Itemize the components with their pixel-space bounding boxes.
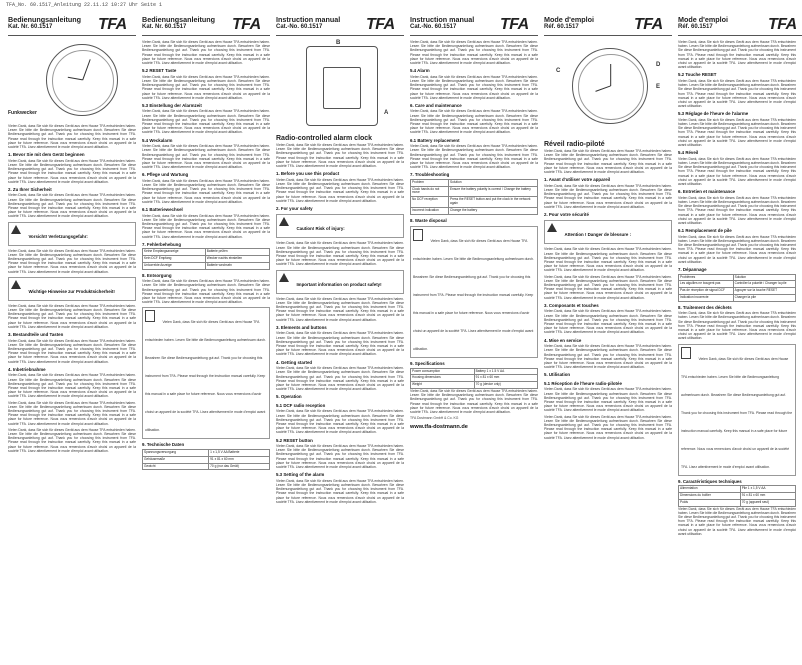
table-row [411, 382, 538, 389]
tfa-logo: TFA [366, 16, 395, 33]
body-text: Vielen Dank, dass Sie sich für dieses Gerät aus dem Hause TFA entschieden haben. Lesen Sie bitte die Bedienungsanleitung aufmerksam durch. Bewahren Sie diese Bedienungsanleitung gut auf. Thank you for choosing this instrument from TFA. Please read through the instruction manual carefully. Keep this manual in a safe place for future reference. Nous vous remercions d'avoir choisi un appareil de la société TFA. Lisez attentivement le mode d'emploi avant utilisation. [276, 296, 404, 322]
section-heading: 5.3 Réglage de l'heure de l'alarme [678, 111, 749, 117]
footer-url: www.tfa-dostmann.de [410, 424, 468, 431]
table-cell: Incorrect indication [411, 207, 449, 214]
spec-table [142, 449, 270, 470]
table-row [679, 499, 796, 506]
table-cell: Gehäusemaße [143, 456, 209, 463]
divider [410, 35, 538, 36]
warning-icon [11, 280, 21, 289]
section-heading: 1. Before you use this product [276, 171, 340, 177]
table-row [143, 249, 270, 256]
section-heading: 8. Waste disposal [410, 217, 447, 223]
table-row [679, 294, 796, 301]
table-cell: Press the RESET button and put the clock in the network again [449, 197, 538, 208]
table-row [679, 281, 796, 288]
file-header: TFA_No. 60.1517_Anleitung 22.11.12 10:27 Uhr Seite 1 [6, 2, 163, 8]
table-cell: Spannungsversorgung [143, 449, 209, 456]
body-text: Vielen Dank, dass Sie sich für dieses Gerät aus dem Hause TFA entschieden haben. Lesen Sie bitte die Bedienungsanleitung aufmerksam durch. Bewahren Sie diese Bedienungsanleitung gut auf. Thank you for choosing this instrument from TFA. Please read through the instruction manual carefully. Keep this manual in a safe place for future reference. Nous vous remercions d'avoir choisi un appareil de la société TFA. Lisez attentivement le mode d'emploi avant utilisation. [142, 40, 270, 66]
column-french-2 [678, 16, 802, 656]
body-text: Vielen Dank, dass Sie sich für dieses Gerät aus dem Hause TFA entschieden haben. Lesen Sie bitte die Bedienungsanleitung aufmerksam durch. Bewahren Sie diese Bedienungsanleitung gut auf. Thank you for choosing this instrument from TFA. Please read through the instruction manual carefully. Keep this manual in a safe place for future reference. Nous vous remercions d'avoir choisi un appareil de la société TFA. Lisez attentivement le mode d'emploi avant utilisation. [413, 239, 535, 352]
warning-icon [11, 225, 21, 234]
table-row [679, 288, 796, 295]
table-cell: Indication incorrecte [679, 294, 734, 301]
table-header-row [679, 274, 796, 281]
clock-back-illustration [306, 46, 378, 126]
section-heading: 4. Mise en service [544, 337, 582, 343]
warning-title: Attention ! Danger de blessure : [564, 232, 632, 238]
column-english-1 [276, 16, 404, 656]
body-text: Vielen Dank, dass Sie sich für dieses Gerät aus dem Hause TFA entschieden haben. Lesen Sie bitte die Bedienungsanleitung aufmerksam durch. Bewahren Sie diese Bedienungsanleitung gut auf. Thank you for choosing this instrument from TFA. Please read through the instruction manual carefully. Keep this manual in a safe place for future reference. Nous vous remercions d'avoir choisi un appareil de la société TFA. Lisez attentivement le mode d'emploi avant utilisation. [142, 144, 270, 170]
body-text: Vielen Dank, dass Sie sich für dieses Gerät aus dem Hause TFA entschieden haben. Lesen Sie bitte die Bedienungsanleitung aufmerksam durch. Bewahren Sie diese Bedienungsanleitung gut auf. Thank you for choosing this instrument from TFA. Please read through the instruction manual carefully. Keep this manual in a safe place for future reference. Nous vous remercions d'avoir choisi un appareil de la société TFA. Lisez attentivement le mode d'emploi avant utilisation. [544, 274, 672, 300]
tfa-logo: TFA [232, 16, 261, 33]
table-row [143, 456, 270, 463]
product-title: Radio-controlled alarm clock [276, 135, 373, 142]
body-text: Vielen Dank, dass Sie sich für dieses Gerät aus dem Hause TFA entschieden haben. Lesen Sie bitte die Bedienungsanleitung aufmerksam durch. Bewahren Sie diese Bedienungsanleitung gut auf. Thank you for choosing this instrument from TFA. Please read through the instruction manual carefully. Keep this manual in a safe place for future reference. Nous vous remercions d'avoir choisi un appareil de la société TFA. Lisez attentivement le mode d'emploi avant utilisation. [678, 156, 796, 186]
table-row [679, 486, 796, 493]
alarm-clock-illustration [46, 44, 118, 116]
body-text: Vielen Dank, dass Sie sich für dieses Gerät aus dem Hause TFA entschieden haben. Lesen Sie bitte die Bedienungsanleitung aufmerksam durch. Bewahren Sie diese Bedienungsanleitung gut auf. Thank you for choosing this instrument from TFA. Please read through the instruction manual carefully. Keep this manual in a safe place for future reference. Nous vous remercions d'avoir choisi un appareil de la société TFA. Lisez attentivement le mode d'emploi avant utilisation. [544, 344, 672, 370]
section-heading: 7. Fehlerbehebung [142, 241, 182, 247]
table-cell: Weight [411, 382, 475, 389]
table-cell: Dimensions du boîtier [679, 492, 741, 499]
table-cell: Unkorrekte Anzeige [143, 262, 206, 269]
body-text: Vielen Dank, dass Sie sich für dieses Gerät aus dem Hause TFA entschieden haben. Lesen Sie bitte die Bedienungsanleitung aufmerksam durch. Bewahren Sie diese Bedienungsanleitung gut auf. Thank you for choosing this instrument from TFA. Please read through the instruction manual carefully. Keep this manual in a safe place for future reference. Nous vous remercions d'avoir choisi un appareil de la société TFA. Lisez attentivement le mode d'emploi avant utilisation. [8, 193, 136, 219]
body-text: Vielen Dank, dass Sie sich für dieses Gerät aus dem Hause TFA entschieden haben. Lesen Sie bitte die Bedienungsanleitung aufmerksam durch. Bewahren Sie diese Bedienungsanleitung gut auf. Thank you for choosing this instrument from TFA. Please read through the instruction manual carefully. Keep this manual in a safe place for future reference. Nous vous remercions d'avoir choisi un appareil de la société TFA. Lisez attentivement le mode d'emploi avant utilisation. [276, 366, 404, 392]
section-heading: 2. Pour votre sécurité [544, 211, 589, 217]
column-title: Instruction manual [276, 16, 341, 24]
section-heading: 6. Entretien et maintenance [678, 189, 736, 195]
body-text: Vielen Dank, dass Sie sich für dieses Gerät aus dem Hause TFA entschieden haben. Lesen Sie bitte die Bedienungsanleitung aufmerksam durch. Bewahren Sie diese Bedienungsanleitung gut auf. Thank you for choosing this instrument from TFA. Please read through the instruction manual carefully. Keep this manual in a safe place for future reference. Nous vous remercions d'avoir choisi un appareil de la société TFA. Lisez attentivement le mode d'emploi avant utilisation. [678, 506, 796, 536]
section-heading: 5.2 RESET Taste [142, 68, 177, 74]
intro-text: Vielen Dank, dass Sie sich für dieses Gerät aus dem Hause TFA entschieden haben. Lesen Sie bitte die Bedienungsanleitung aufmerksam durch. Bewahren Sie diese Bedienungsanleitung gut auf. Thank you for choosing this instrument from TFA. Please read through the instruction manual carefully. Keep this manual in a safe place for future reference. Nous vous remercions d'avoir choisi un appareil de la société TFA. Lisez attentivement le mode d'emploi avant utilisation. [8, 124, 136, 150]
section-heading: 2. Zu Ihrer Sicherheit [8, 186, 52, 192]
body-text: Vielen Dank, dass Sie sich für dieses Gerät aus dem Hause TFA entschieden haben. Lesen Sie bitte die Bedienungsanleitung aufmerksam durch. Bewahren Sie diese Bedienungsanleitung gut auf. Thank you for choosing this instrument from TFA. Please read through the instruction manual carefully. Keep this manual in a safe place for future reference. Nous vous remercions d'avoir choisi un appareil de la société TFA. Lisez attentivement le mode d'emploi avant utilisation. [544, 149, 672, 175]
table-cell: Alimentation [679, 486, 741, 493]
table-cell: Changer la pile [733, 294, 795, 301]
warning-icon [279, 217, 289, 226]
table-row [411, 197, 538, 208]
body-text: Vielen Dank, dass Sie sich für dieses Gerät aus dem Hause TFA entschieden haben. Lesen Sie bitte die Bedienungsanleitung aufmerksam durch. Bewahren Sie diese Bedienungsanleitung gut auf. Thank you for choosing this instrument from TFA. Please read through the instruction manual carefully. Keep this manual in a safe place for future reference. Nous vous remercions d'avoir choisi un appareil de la société TFA. Lisez attentivement le mode d'emploi avant utilisation. [276, 331, 404, 357]
body-text: Vielen Dank, dass Sie sich für dieses Gerät aus dem Hause TFA entschieden haben. Lesen Sie bitte die Bedienungsanleitung aufmerksam durch. Bewahren Sie diese Bedienungsanleitung gut auf. Thank you for choosing this instrument from TFA. Please read through the instruction manual carefully. Keep this manual in a safe place for future reference. Nous vous remercions d'avoir choisi un appareil de la société TFA. Lisez attentivement le mode d'emploi avant utilisation. [276, 177, 404, 203]
tfa-logo: TFA [500, 16, 529, 33]
table-cell: Contrôler la polarité / Changer la pile [733, 281, 795, 288]
body-text: Vielen Dank, dass Sie sich für dieses Gerät aus dem Hause TFA entschieden haben. Lesen Sie bitte die Bedienungsanleitung aufmerksam durch. Bewahren Sie diese Bedienungsanleitung gut auf. Thank you for choosing this instrument from TFA. Please read through the instruction manual carefully. Keep this manual in a safe place for future reference. Nous vous remercions d'avoir choisi un appareil de la société TFA. Lisez attentivement le mode d'emploi avant utilisation. [8, 248, 136, 274]
disposal-box [678, 344, 796, 476]
section-heading: 9. Technische Daten [142, 442, 185, 448]
warning-icon [547, 223, 557, 232]
table-cell: Appuyer sur la touche RESET [733, 288, 795, 295]
body-text: Vielen Dank, dass Sie sich für dieses Gerät aus dem Hause TFA entschieden haben. Lesen Sie bitte die Bedienungsanleitung aufmerksam durch. Bewahren Sie diese Bedienungsanleitung gut auf. Thank you for choosing this instrument from TFA. Please read through the instruction manual carefully. Keep this manual in a safe place for future reference. Nous vous remercions d'avoir choisi un appareil de la société TFA. Lisez attentivement le mode d'emploi avant utilisation. [544, 387, 672, 413]
column-subtitle: Cat.-No. 60.1517 [276, 24, 323, 30]
warning-box [8, 222, 136, 246]
body-text: Vielen Dank, dass Sie sich für dieses Gerät aus dem Hause TFA entschieden haben. Lesen Sie bitte die Bedienungsanleitung aufmerksam durch. Bewahren Sie diese Bedienungsanleitung gut auf. Thank you for choosing this instrument from TFA. Please read through the instruction manual carefully. Keep this manual in a safe place for future reference. Nous vous remercions d'avoir choisi un appareil de la société TFA. Lisez attentivement le mode d'emploi avant utilisation. [276, 143, 404, 169]
body-text: Vielen Dank, dass Sie sich für dieses Gerät aus dem Hause TFA entschieden haben. Lesen Sie bitte die Bedienungsanleitung aufmerksam durch. Bewahren Sie diese Bedienungsanleitung gut auf. Thank you for choosing this instrument from TFA. Please read through the instruction manual carefully. Keep this manual in a safe place for future reference. Nous vous remercions d'avoir choisi un appareil de la société TFA. Lisez attentivement le mode d'emploi avant utilisation. [276, 241, 404, 267]
table-header-cell: Problèmes [679, 274, 734, 281]
table-cell: 70 g (nur das Gerät) [209, 463, 270, 470]
body-text: Vielen Dank, dass Sie sich für dieses Gerät aus dem Hause TFA entschieden haben. Lesen Sie bitte die Bedienungsanleitung aufmerksam durch. Bewahren Sie diese Bedienungsanleitung gut auf. Thank you for choosing this instrument from TFA. Please read through the instruction manual carefully. Keep this manual in a safe place for future reference. Nous vous remercions d'avoir choisi un appareil de la société TFA. Lisez attentivement le mode d'emploi avant utilisation. [8, 400, 136, 426]
warning-box [276, 270, 404, 294]
label-d: D [656, 62, 661, 68]
section-heading: 6. Care and maintenance [410, 102, 462, 108]
table-cell: Batterie prüfen [205, 249, 269, 256]
column-subtitle: Réf. 60.1517 [678, 24, 713, 30]
body-text: Vielen Dank, dass Sie sich für dieses Gerät aus dem Hause TFA entschieden haben. Lesen Sie bitte die Bedienungsanleitung aufmerksam durch. Bewahren Sie diese Bedienungsanleitung gut auf. Thank you for choosing this instrument from TFA. Please read through the instruction manual carefully. Keep this manual in a safe place for future reference. Nous vous remercions d'avoir choisi un appareil de la société TFA. Lisez attentivement le mode d'emploi avant utilisation. [142, 279, 270, 305]
table-row [411, 207, 538, 214]
section-heading: 6.1 Remplacement de pile [678, 228, 732, 234]
section-heading: 3. Composants et touches [544, 302, 599, 308]
body-text: Vielen Dank, dass Sie sich für dieses Gerät aus dem Hause TFA entschieden haben. Lesen Sie bitte die Bedienungsanleitung aufmerksam durch. Bewahren Sie diese Bedienungsanleitung gut auf. Thank you for choosing this instrument from TFA. Please read through the instruction manual carefully. Keep this manual in a safe place for future reference. Nous vous remercions d'avoir choisi un appareil de la société TFA. Lisez attentivement le mode d'emploi avant utilisation. [410, 389, 538, 415]
label-b: B [336, 40, 341, 46]
section-heading: 1. Bevor Sie mit dem Gerät beginnen [8, 152, 85, 158]
troubleshooting-table [410, 179, 538, 215]
section-heading: 3. Bestandteile und Tasten [8, 332, 64, 338]
body-text: Vielen Dank, dass Sie sich für dieses Gerät aus dem Hause TFA entschieden haben. Lesen Sie bitte die Bedienungsanleitung aufmerksam durch. Bewahren Sie diese Bedienungsanleitung gut auf. Thank you for choosing this instrument from TFA. Please read through the instruction manual carefully. Keep this manual in a safe place for future reference. Nous vous remercions d'avoir choisi un appareil de la société TFA. Lisez attentivement le mode d'emploi avant utilisation. [410, 144, 538, 170]
column-french-1 [544, 16, 672, 656]
table-row [143, 256, 270, 263]
table-cell: No DCF reception [411, 197, 449, 208]
label-e: E [656, 84, 661, 90]
divider [142, 35, 270, 36]
section-heading: 1. Avant d'utiliser votre appareil [544, 177, 611, 183]
section-heading: 5. Operation [276, 394, 302, 400]
section-heading: 3. Elements and buttons [276, 324, 327, 330]
table-cell: Keine Empfangsanzeige [143, 249, 206, 256]
section-heading: 6.1 Battery replacement [410, 137, 460, 143]
section-heading: 9. Caractéristiques techniques [678, 478, 742, 484]
recycle-bin-icon [681, 347, 691, 359]
footer-company: TFA Dostmann GmbH & Co. KG [410, 416, 459, 421]
body-text: Vielen Dank, dass Sie sich für dieses Gerät aus dem Hause TFA entschieden haben. Lesen Sie bitte die Bedienungsanleitung aufmerksam durch. Bewahren Sie diese Bedienungsanleitung gut auf. Thank you for choosing this instrument from TFA. Please read through the instruction manual carefully. Keep this manual in a safe place for future reference. Nous vous remercions d'avoir choisi un appareil de la société TFA. Lisez attentivement le mode d'emploi avant utilisation. [8, 373, 136, 399]
body-text: Vielen Dank, dass Sie sich für dieses Gerät aus dem Hause TFA entschieden haben. Lesen Sie bitte die Bedienungsanleitung aufmerksam durch. Bewahren Sie diese Bedienungsanleitung gut auf. Thank you for choosing this instrument from TFA. Please read through the instruction manual carefully. Keep this manual in a safe place for future reference. Nous vous remercions d'avoir choisi un appareil de la société TFA. Lisez attentivement le mode d'emploi avant utilisation. [678, 195, 796, 225]
section-heading: 7. Troubleshooting [410, 172, 450, 178]
table-cell: Battery 1 x 1.5 V AA [474, 368, 537, 375]
spec-table [410, 368, 538, 389]
product-title: Réveil radio-piloté [544, 141, 605, 148]
body-text: Vielen Dank, dass Sie sich für dieses Gerät aus dem Hause TFA entschieden haben. Lesen Sie bitte die Bedienungsanleitung aufmerksam durch. Bewahren Sie diese Bedienungsanleitung gut auf. Thank you for choosing this instrument from TFA. Please read through the instruction manual carefully. Keep this manual in a safe place for future reference. Nous vous remercions d'avoir choisi un appareil de la société TFA. Lisez attentivement le mode d'emploi avant utilisation. [678, 78, 796, 109]
alarm-clock-illustration [572, 48, 648, 124]
warning-title: Important information on product safety! [296, 281, 382, 287]
body-text: Vielen Dank, dass Sie sich für dieses Gerät aus dem Hause TFA entschieden haben. Lesen Sie bitte die Bedienungsanleitung aufmerksam durch. Bewahren Sie diese Bedienungsanleitung gut auf. Thank you for choosing this instrument from TFA. Please read through the instruction manual carefully. Keep this manual in a safe place for future reference. Nous vous remercions d'avoir choisi un appareil de la société TFA. Lisez attentivement le mode d'emploi avant utilisation. [8, 338, 136, 364]
body-text: Vielen Dank, dass Sie sich für dieses Gerät aus dem Hause TFA entschieden haben. Lesen Sie bitte die Bedienungsanleitung aufmerksam durch. Bewahren Sie diese Bedienungsanleitung gut auf. Thank you for choosing this instrument from TFA. Please read through the instruction manual carefully. Keep this manual in a safe place for future reference. Nous vous remercions d'avoir choisi un appareil de la société TFA. Lisez attentivement le mode d'emploi avant utilisation. [678, 311, 796, 341]
table-row [411, 186, 538, 197]
table-cell: Change the battery [449, 207, 538, 214]
body-text: Vielen Dank, dass Sie sich für dieses Gerät aus dem Hause TFA entschieden haben. Lesen Sie bitte die Bedienungsanleitung aufmerksam durch. Bewahren Sie diese Bedienungsanleitung gut auf. Thank you for choosing this instrument from TFA. Please read through the instruction manual carefully. Keep this manual in a safe place for future reference. Nous vous remercions d'avoir choisi un appareil de la société TFA. Lisez attentivement le mode d'emploi avant utilisation. [544, 247, 672, 273]
troubleshooting-table [678, 274, 796, 302]
warning-box [544, 220, 672, 244]
body-text: Vielen Dank, dass Sie sich für dieses Gerät aus dem Hause TFA entschieden haben. Lesen Sie bitte die Bedienungsanleitung aufmerksam durch. Bewahren Sie diese Bedienungsanleitung gut auf. Thank you for choosing this instrument from TFA. Please read through the instruction manual carefully. Keep this manual in a safe place for future reference. Nous vous remercions d'avoir choisi un appareil de la société TFA. Lisez attentivement le mode d'emploi avant utilisation. [678, 40, 796, 70]
warning-title: Vorsicht! Verletzungsgefahr: [28, 233, 88, 239]
column-german-2 [142, 16, 270, 656]
warning-box [8, 277, 136, 301]
table-cell: Pas de réception de signal DCF [679, 288, 734, 295]
table-cell: 91 x 81 x 60 mm [740, 492, 795, 499]
table-header-row [411, 179, 538, 186]
column-subtitle: Kat. Nr. 60.1517 [142, 24, 187, 30]
body-text: Vielen Dank, dass Sie sich für dieses Gerät aus dem Hause TFA entschieden haben. Lesen Sie bitte die Bedienungsanleitung aufmerksam durch. Bewahren Sie diese Bedienungsanleitung gut auf. Thank you for choosing this instrument from TFA. Please read through the instruction manual carefully. Keep this manual in a safe place for future reference. Nous vous remercions d'avoir choisi un appareil de la société TFA. Lisez attentivement le mode d'emploi avant utilisation. [410, 40, 538, 66]
table-cell: 91 x 81 x 60 mm [209, 456, 270, 463]
table-row [143, 463, 270, 470]
body-text: Vielen Dank, dass Sie sich für dieses Gerät aus dem Hause TFA entschieden haben. Lesen Sie bitte die Bedienungsanleitung aufmerksam durch. Bewahren Sie diese Bedienungsanleitung gut auf. Thank you for choosing this instrument from TFA. Please read through the instruction manual carefully. Keep this manual in a safe place for future reference. Nous vous remercions d'avoir choisi un appareil de la société TFA. Lisez attentivement le mode d'emploi avant utilisation. [678, 234, 796, 264]
table-cell: Kein DCF Empfang [143, 256, 206, 263]
body-text: Vielen Dank, dass Sie sich für dieses Gerät aus dem Hause TFA entschieden haben. Lesen Sie bitte die Bedienungsanleitung aufmerksam durch. Bewahren Sie diese Bedienungsanleitung gut auf. Thank you for choosing this instrument from TFA. Please read through the instruction manual carefully. Keep this manual in a safe place for future reference. Nous vous remercions d'avoir choisi un appareil de la société TFA. Lisez attentivement le mode d'emploi avant utilisation. [142, 109, 270, 135]
table-cell: 70 g (appareil seul) [740, 499, 795, 506]
table-header-cell: Solution [733, 274, 795, 281]
section-heading: 5.3 Setting of the alarm [276, 472, 325, 478]
body-text: Vielen Dank, dass Sie sich für dieses Gerät aus dem Hause TFA entschieden haben. Lesen Sie bitte die Bedienungsanleitung aufmerksam durch. Bewahren Sie diese Bedienungsanleitung gut auf. Thank you for choosing this instrument from TFA. Please read through the instruction manual carefully. Keep this manual in a safe place for future reference. Nous vous remercions d'avoir choisi un appareil de la société TFA. Lisez attentivement le mode d'emploi avant utilisation. [410, 109, 538, 135]
body-text: Vielen Dank, dass Sie sich für dieses Gerät aus dem Hause TFA entschieden haben. Lesen Sie bitte die Bedienungsanleitung aufmerksam durch. Bewahren Sie diese Bedienungsanleitung gut auf. Thank you for choosing this instrument from TFA. Please read through the instruction manual carefully. Keep this manual in a safe place for future reference. Nous vous remercions d'avoir choisi un appareil de la société TFA. Lisez attentivement le mode d'emploi avant utilisation. [8, 158, 136, 184]
troubleshooting-table [142, 248, 270, 269]
column-subtitle: Réf. 60.1517 [544, 24, 579, 30]
table-cell: 70 g (device only) [474, 382, 537, 389]
section-heading: 5.4 Alarm [410, 68, 430, 74]
body-text: Vielen Dank, dass Sie sich für dieses Gerät aus dem Hause TFA entschieden haben. Lesen Sie bitte die Bedienungsanleitung aufmerksam durch. Bewahren Sie diese Bedienungsanleitung gut auf. Thank you for choosing this instrument from TFA. Please read through the instruction manual carefully. Keep this manual in a safe place for future reference. Nous vous remercions d'avoir choisi un appareil de la société TFA. Lisez attentivement le mode d'emploi avant utilisation. [142, 178, 270, 204]
section-heading: 5.4 Weckalarm [142, 137, 173, 143]
warning-title: Wichtige Hinweise zur Produktsicherheit! [28, 288, 115, 294]
body-text: Vielen Dank, dass Sie sich für dieses Gerät aus dem Hause TFA entschieden haben. Lesen Sie bitte die Bedienungsanleitung aufmerksam durch. Bewahren Sie diese Bedienungsanleitung gut auf. Thank you for choosing this instrument from TFA. Please read through the instruction manual carefully. Keep this manual in a safe place for future reference. Nous vous remercions d'avoir choisi un appareil de la société TFA. Lisez attentivement le mode d'emploi avant utilisation. [8, 303, 136, 329]
column-title: Mode d'emploi [678, 16, 729, 24]
section-heading: 8. Entsorgung [142, 272, 172, 278]
body-text: Vielen Dank, dass Sie sich für dieses Gerät aus dem Hause TFA entschieden haben. Lesen Sie bitte die Bedienungsanleitung aufmerksam durch. Bewahren Sie diese Bedienungsanleitung gut auf. Thank you for choosing this instrument from TFA. Please read through the instruction manual carefully. Keep this manual in a safe place for future reference. Nous vous remercions d'avoir choisi un appareil de la société TFA. Lisez attentivement le mode d'emploi avant utilisation. [276, 478, 404, 504]
section-heading: 5. Utilisation [544, 372, 571, 378]
funkwecker-label: Funkwecker [8, 110, 37, 116]
section-heading: 5.4 Réveil [678, 150, 699, 156]
tfa-logo: TFA [98, 16, 127, 33]
section-heading: 7. Dépannage [678, 267, 707, 273]
table-row [679, 492, 796, 499]
section-heading: 5.3 Einstellung der Alarmzeit [142, 102, 202, 108]
table-cell: 1 x 1,5 V AA Batterie [209, 449, 270, 456]
table-row [411, 368, 538, 375]
disposal-box [410, 226, 538, 358]
body-text: Vielen Dank, dass Sie sich für dieses Gerät aus dem Hause TFA entschieden haben. Lesen Sie bitte die Bedienungsanleitung aufmerksam durch. Bewahren Sie diese Bedienungsanleitung gut auf. Thank you for choosing this instrument from TFA. Please read through the instruction manual carefully. Keep this manual in a safe place for future reference. Nous vous remercions d'avoir choisi un appareil de la société TFA. Lisez attentivement le mode d'emploi avant utilisation. [678, 117, 796, 148]
column-title: Bedienungsanleitung [8, 16, 82, 24]
label-a: A [384, 110, 389, 116]
spec-table [678, 485, 796, 506]
section-heading: 4. Inbetriebnahme [8, 366, 46, 372]
warning-box [276, 214, 404, 238]
body-text: Vielen Dank, dass Sie sich für dieses Gerät aus dem Hause TFA entschieden haben. Lesen Sie bitte die Bedienungsanleitung aufmerksam durch. Bewahren Sie diese Bedienungsanleitung gut auf. Thank you for choosing this instrument from TFA. Please read through the instruction manual carefully. Keep this manual in a safe place for future reference. Nous vous remercions d'avoir choisi un appareil de la société TFA. Lisez attentivement le mode d'emploi avant utilisation. [142, 74, 270, 100]
table-cell: Poids [679, 499, 741, 506]
body-text: Vielen Dank, dass Sie sich für dieses Gerät aus dem Hause TFA entschieden haben. Lesen Sie bitte die Bedienungsanleitung aufmerksam durch. Bewahren Sie diese Bedienungsanleitung gut auf. Thank you for choosing this instrument from TFA. Please read through the instruction manual carefully. Keep this manual in a safe place for future reference. Nous vous remercions d'avoir choisi un appareil de la société TFA. Lisez attentivement le mode d'emploi avant utilisation. [544, 183, 672, 209]
table-row [411, 375, 538, 382]
column-title: Bedienungsanleitung [142, 16, 216, 24]
table-row [143, 262, 270, 269]
column-title: Mode d'emploi [544, 16, 595, 24]
table-header-cell: Solution [449, 179, 538, 186]
label-c: C [556, 68, 561, 74]
tfa-logo: TFA [768, 16, 797, 33]
section-heading: 2. For your safety [276, 205, 313, 211]
warning-title: Caution! Risk of injury: [296, 226, 345, 232]
divider [276, 35, 404, 36]
body-text: Vielen Dank, dass Sie sich für dieses Gerät aus dem Hause TFA entschieden haben. Lesen Sie bitte die Bedienungsanleitung aufmerksam durch. Bewahren Sie diese Bedienungsanleitung gut auf. Thank you for choosing this instrument from TFA. Please read through the instruction manual carefully. Keep this manual in a safe place for future reference. Nous vous remercions d'avoir choisi un appareil de la société TFA. Lisez attentivement le mode d'emploi avant utilisation. [145, 320, 267, 433]
column-title: Instruction manual [410, 16, 475, 24]
table-row [143, 449, 270, 456]
table-cell: Housing dimensions [411, 375, 475, 382]
section-heading: 6. Pflege und Wartung [142, 172, 189, 178]
body-text: Vielen Dank, dass Sie sich für dieses Gerät aus dem Hause TFA entschieden haben. Lesen Sie bitte die Bedienungsanleitung aufmerksam durch. Bewahren Sie diese Bedienungsanleitung gut auf. Thank you for choosing this instrument from TFA. Please read through the instruction manual carefully. Keep this manual in a safe place for future reference. Nous vous remercions d'avoir choisi un appareil de la société TFA. Lisez attentivement le mode d'emploi avant utilisation. [276, 409, 404, 435]
table-cell: Batterie wechseln [205, 262, 269, 269]
recycle-bin-icon [413, 229, 423, 241]
table-cell: Gewicht [143, 463, 209, 470]
divider [678, 35, 802, 36]
body-text: Vielen Dank, dass Sie sich für dieses Gerät aus dem Hause TFA entschieden haben. Lesen Sie bitte die Bedienungsanleitung aufmerksam durch. Bewahren Sie diese Bedienungsanleitung gut auf. Thank you for choosing this instrument from TFA. Please read through the instruction manual carefully. Keep this manual in a safe place for future reference. Nous vous remercions d'avoir choisi un appareil de la société TFA. Lisez attentivement le mode d'emploi avant utilisation. [410, 74, 538, 100]
divider [8, 35, 136, 36]
section-heading: 9. Specifications [410, 361, 445, 367]
divider [544, 35, 672, 36]
section-heading: 5.2 RESET button [276, 437, 313, 443]
table-cell: Les aiguilles ne bougent pas [679, 281, 734, 288]
section-heading: 5.1 DCF radio reception [276, 402, 326, 408]
warning-icon [279, 273, 289, 282]
section-heading: 4. Getting started [276, 359, 313, 365]
column-subtitle: Cat.-No. 60.1517 [410, 24, 457, 30]
body-text: Vielen Dank, dass Sie sich für dieses Gerät aus dem Hause TFA entschieden haben. Lesen Sie bitte die Bedienungsanleitung aufmerksam durch. Bewahren Sie diese Bedienungsanleitung gut auf. Thank you for choosing this instrument from TFA. Please read through the instruction manual carefully. Keep this manual in a safe place for future reference. Nous vous remercions d'avoir choisi un appareil de la société TFA. Lisez attentivement le mode d'emploi avant utilisation. [681, 356, 793, 469]
table-cell: Power consumption [411, 368, 475, 375]
table-cell: Pile 1 x 1,5 V AA [740, 486, 795, 493]
table-cell: Ensure the battery polarity is correct / Change the battery [449, 186, 538, 197]
column-english-2 [410, 16, 538, 656]
body-text: Vielen Dank, dass Sie sich für dieses Gerät aus dem Hause TFA entschieden haben. Lesen Sie bitte die Bedienungsanleitung aufmerksam durch. Bewahren Sie diese Bedienungsanleitung gut auf. Thank you for choosing this instrument from TFA. Please read through the instruction manual carefully. Keep this manual in a safe place for future reference. Nous vous remercions d'avoir choisi un appareil de la société TFA. Lisez attentivement le mode d'emploi avant utilisation. [8, 427, 136, 453]
section-heading: 8. Traitement des déchets [678, 304, 732, 310]
body-text: Vielen Dank, dass Sie sich für dieses Gerät aus dem Hause TFA entschieden haben. Lesen Sie bitte die Bedienungsanleitung aufmerksam durch. Bewahren Sie diese Bedienungsanleitung gut auf. Thank you for choosing this instrument from TFA. Please read through the instruction manual carefully. Keep this manual in a safe place for future reference. Nous vous remercions d'avoir choisi un appareil de la société TFA. Lisez attentivement le mode d'emploi avant utilisation. [276, 444, 404, 470]
table-cell: Clock hands do not move [411, 186, 449, 197]
body-text: Vielen Dank, dass Sie sich für dieses Gerät aus dem Hause TFA entschieden haben. Lesen Sie bitte die Bedienungsanleitung aufmerksam durch. Bewahren Sie diese Bedienungsanleitung gut auf. Thank you for choosing this instrument from TFA. Please read through the instruction manual carefully. Keep this manual in a safe place for future reference. Nous vous remercions d'avoir choisi un appareil de la société TFA. Lisez attentivement le mode d'emploi avant utilisation. [544, 414, 672, 440]
table-cell: 91 x 81 x 60 mm [474, 375, 537, 382]
column-german-1 [8, 16, 136, 656]
body-text: Vielen Dank, dass Sie sich für dieses Gerät aus dem Hause TFA entschieden haben. Lesen Sie bitte die Bedienungsanleitung aufmerksam durch. Bewahren Sie diese Bedienungsanleitung gut auf. Thank you for choosing this instrument from TFA. Please read through the instruction manual carefully. Keep this manual in a safe place for future reference. Nous vous remercions d'avoir choisi un appareil de la société TFA. Lisez attentivement le mode d'emploi avant utilisation. [142, 213, 270, 239]
table-header-cell: Problem [411, 179, 449, 186]
body-text: Vielen Dank, dass Sie sich für dieses Gerät aus dem Hause TFA entschieden haben. Lesen Sie bitte die Bedienungsanleitung aufmerksam durch. Bewahren Sie diese Bedienungsanleitung gut auf. Thank you for choosing this instrument from TFA. Please read through the instruction manual carefully. Keep this manual in a safe place for future reference. Nous vous remercions d'avoir choisi un appareil de la société TFA. Lisez attentivement le mode d'emploi avant utilisation. [544, 309, 672, 335]
recycle-bin-icon [145, 310, 155, 322]
table-cell: Wecker nachts einstellen [205, 256, 269, 263]
tfa-logo: TFA [634, 16, 663, 33]
column-subtitle: Kat. Nr. 60.1517 [8, 24, 53, 30]
section-heading: 5.1 Réception de l'heure radio-pilotée [544, 380, 622, 386]
section-heading: 6.1 Batteriewechsel [142, 207, 183, 213]
disposal-box [142, 307, 270, 439]
section-heading: 5.2 Touche RESET [678, 72, 717, 78]
